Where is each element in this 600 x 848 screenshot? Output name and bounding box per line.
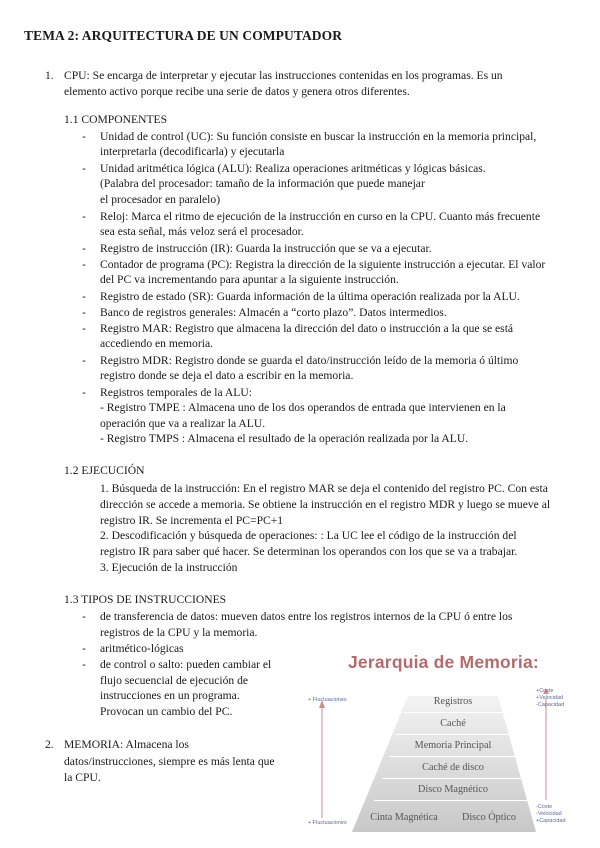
list-item-line: Contador de programa (PC): Registra la dirección de la siguiente instrucción a ejecutar. El valor xyxy=(100,258,546,271)
tipos-heading: 1.3 TIPOS DE INSTRUCCIONES xyxy=(64,593,227,606)
pyramid-layer-cache-disco: Caché de disco xyxy=(382,758,524,779)
list-item-line: sea esta señal, más veloz será el procesador. xyxy=(100,225,304,239)
list-item-line: de control o salto: pueden cambiar el xyxy=(100,658,272,671)
list-item-line: Registro de instrucción (IR): Guarda la instrucción que se va a ejecutar. xyxy=(100,242,432,255)
ejecucion-line: 1. Búsqueda de la instrucción: En el registro MAR se deja el contenido del registro PC. Con esta xyxy=(100,482,548,495)
right-bottom-label: -Velocidad xyxy=(536,811,562,817)
memory-hierarchy-figure xyxy=(300,648,592,840)
right-top-label: -Capacidad xyxy=(536,702,565,708)
cpu-description xyxy=(64,68,564,100)
list-item-line: Banco de registros generales: Almacén a “corto plazo”. Datos intermedios. xyxy=(100,306,447,319)
list-item-line: registros de la CPU y la memoria. xyxy=(100,625,258,639)
list-item-line: interpretarla (decodificarla) y ejecutarla xyxy=(100,145,285,159)
bullet-dash: - xyxy=(82,610,86,623)
list-item-line: Registros temporales de la ALU: xyxy=(100,386,252,399)
ejecucion-line: 2. Descodificación y búsqueda de operaciones: : La UC lee el código de la instrucción del xyxy=(100,529,517,543)
pyramid-layer-cinta-magnetica: Cinta Magnética xyxy=(370,812,438,823)
list-item-line: accediendo en memoria. xyxy=(100,337,213,351)
pyramid-layer-memoria-principal: Memoria Principal xyxy=(389,736,517,757)
right-top-label: +Velocidad xyxy=(536,695,564,701)
list-item xyxy=(82,321,570,352)
ejecucion-line: 3. Ejecución de la instrucción xyxy=(100,560,238,574)
memoria-number: 2. xyxy=(45,738,54,751)
bullet-dash: - xyxy=(82,354,86,367)
list-item-line: Unidad aritmética lógica (ALU): Realiza operaciones aritméticas y lógicas básicas. xyxy=(100,162,486,175)
pyramid-title: Jerarquia de Memoria: xyxy=(348,652,539,672)
list-item xyxy=(82,241,570,256)
pyramid-layer-disco-magnetico: Disco Magnético xyxy=(374,780,532,801)
bullet-dash: - xyxy=(82,210,86,223)
bullet-dash: - xyxy=(82,306,86,319)
bullet-dash: - xyxy=(82,162,86,175)
cpu-number: 1. xyxy=(45,69,54,82)
list-item xyxy=(82,353,570,384)
list-item-line: flujo secuencial de ejecución de xyxy=(100,673,249,687)
memoria-line: datos/instrucciones, siempre es más lenta que xyxy=(64,754,275,768)
pyramid-layer-disco-optico: Disco Óptico xyxy=(461,812,517,823)
list-item-line: aritmético-lógicas xyxy=(100,642,184,655)
memoria-line: MEMORIA: Almacena los xyxy=(64,738,189,751)
bullet-dash: - xyxy=(82,130,86,143)
list-item-line: instrucciones en un programa. xyxy=(100,689,240,703)
list-item xyxy=(82,609,570,640)
list-item-line: Provocan un cambio del PC. xyxy=(100,704,233,718)
page-title: TEMA 2: ARQUITECTURA DE UN COMPUTADOR xyxy=(24,28,343,43)
list-item-line: Reloj: Marca el ritmo de ejecución de la instrucción en curso en la CPU. Cuanto más frecuente xyxy=(100,210,541,223)
bullet-dash: - xyxy=(82,290,86,303)
ejecucion-line: registro IR. Se incrementa el PC=PC+1 xyxy=(100,513,284,527)
ejecucion-line: registro IR para saber qué hacer. Se determinan los operandos con los que se va a trabajar. xyxy=(100,545,518,559)
list-item xyxy=(82,385,570,446)
list-item-line: Unidad de control (UC): Su función consiste en buscar la instrucción en la memoria principal, xyxy=(100,130,537,143)
bullet-dash: - xyxy=(82,322,86,335)
list-item-line: de transferencia de datos: mueven datos entre los registros internos de la CPU ó entre los xyxy=(100,610,513,623)
list-item-line: registro donde se deja el dato a escribir en la memoria. xyxy=(100,369,354,383)
memoria-description xyxy=(64,737,296,787)
pyramid-layer-registros: Registros xyxy=(404,692,502,713)
left-top-label: + Fluctuaciones xyxy=(308,697,347,703)
list-item-line: Registro MDR: Registro donde se guarda el dato/instrucción leído de la memoria ó último xyxy=(100,354,519,367)
list-item xyxy=(82,257,570,288)
list-item-line: (Palabra del procesador: tamaño de la información que puede manejar xyxy=(100,177,425,191)
list-item xyxy=(82,289,570,304)
pyramid-layer-cache: Caché xyxy=(396,714,510,735)
ejecucion-steps xyxy=(100,481,570,576)
ejecucion-line: dirección se accede a memoria. Se obtiene la instrucción en el registro MDR y luego se mueve al xyxy=(100,497,551,511)
list-item xyxy=(82,657,290,719)
list-item xyxy=(82,209,570,240)
list-item-line: - Registro TMPE : Almacena uno de los dos operandos de entrada que intervienen en la xyxy=(100,401,506,415)
list-item xyxy=(82,161,570,207)
list-item xyxy=(82,305,570,320)
cpu-line: elemento activo porque recibe una serie de datos y genera otros diferentes. xyxy=(64,85,410,98)
list-item-line: - Registro TMPS : Almacena el resultado de la operación realizada por la ALU. xyxy=(100,431,469,445)
right-top-label: +Coste xyxy=(536,688,554,694)
memoria-line: la CPU. xyxy=(64,771,101,784)
list-item-line: operación que va a realizar la ALU. xyxy=(100,416,266,430)
componentes-heading: 1.1 COMPONENTES xyxy=(64,113,168,126)
list-item-line: del PC va incrementando para apuntar a la siguiente instrucción. xyxy=(100,273,399,287)
right-bottom-label: +Capacidad xyxy=(536,818,566,824)
bullet-dash: - xyxy=(82,658,86,671)
right-top-labels xyxy=(536,688,564,709)
list-item-line: el procesador en paralelo) xyxy=(100,192,221,206)
left-bottom-label: + Fluctuaciones xyxy=(308,820,347,826)
bullet-dash: - xyxy=(82,386,86,399)
right-bottom-label: -Coste xyxy=(536,804,553,810)
ejecucion-heading: 1.2 EJECUCIÓN xyxy=(64,464,145,477)
bullet-dash: - xyxy=(82,258,86,271)
right-bottom-labels xyxy=(536,804,566,825)
bullet-dash: - xyxy=(82,242,86,255)
list-item-line: Registro de estado (SR): Guarda información de la última operación realizada por la ALU. xyxy=(100,290,520,303)
list-item-line: Registro MAR: Registro que almacena la dirección del dato o instrucción a la que se está xyxy=(100,322,514,335)
list-item xyxy=(82,129,570,160)
cpu-line: CPU: Se encarga de interpretar y ejecutar las instrucciones contenidas en los programas. Es un xyxy=(64,69,503,82)
bullet-dash: - xyxy=(82,642,86,655)
